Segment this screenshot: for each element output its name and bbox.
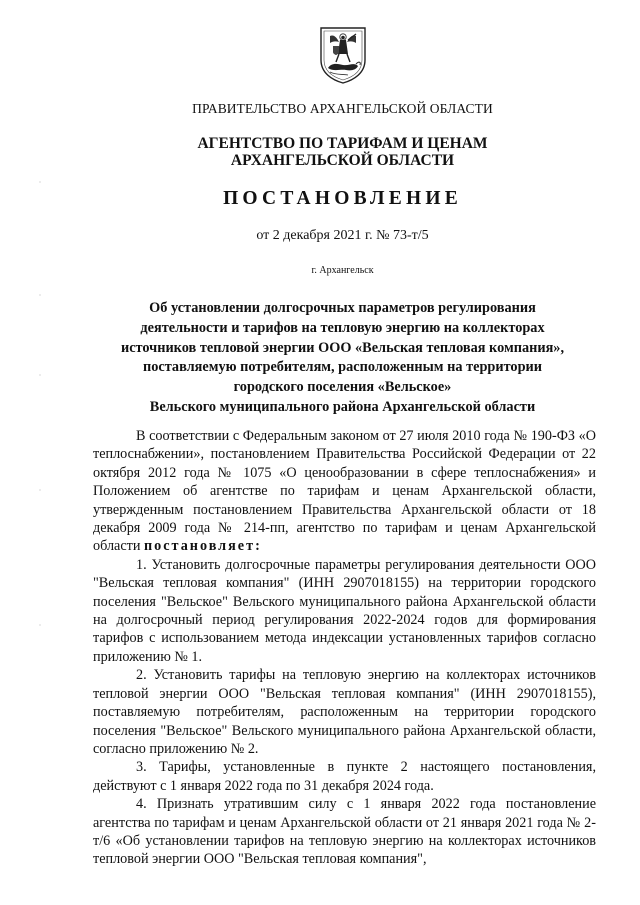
item-1-paragraph: 1. Установить долгосрочные параметры регулирования деятельности ООО "Вельская тепловая компания" (ИНН 2907018155) на территории городского поселения "Вельское" Вельского муниципального района Архангельской области на долгосрочный период регулирования 2022-2024 годов для формирования тарифов с использованием метода индексации установленных тарифов согласно приложению № 1. — [93, 556, 596, 665]
item-2-paragraph: 2. Установить тарифы на тепловую энергию на коллекторах источников тепловой энергии ООО "Вельская тепловая компания" (ИНН 2907018155), поставляемую потребителям, расположенным на территории городского поселения "Вельское" Вельского муниципального района Архангельской области, согласно приложению № 2. — [93, 667, 596, 757]
item-3-paragraph: 3. Тарифы, установленные в пункте 2 настоящего постановления, действуют с 1 января 2022 года по 31 декабря 2024 года. — [93, 759, 596, 794]
government-name: ПРАВИТЕЛЬСТВО АРХАНГЕЛЬСКОЙ ОБЛАСТИ — [192, 101, 493, 116]
document-title — [95, 299, 590, 418]
title-line: источников тепловой энергии ООО «Вельская тепловая компания», — [120, 339, 565, 356]
document-type: ПОСТАНОВЛЕНИЕ — [223, 188, 462, 209]
title-line: Вельского муниципального района Архангельской области — [149, 398, 536, 415]
agency-name-line2: АРХАНГЕЛЬСКОЙ ОБЛАСТИ — [230, 152, 455, 169]
title-line: Об установлении долгосрочных параметров регулирования — [149, 300, 536, 316]
title-line: поставляемую потребителям, расположенным на территории — [143, 359, 542, 376]
title-line: деятельности и тарифов на тепловую энергию на коллекторах — [140, 319, 545, 336]
preamble-text: В соответствии с Федеральным законом от 27 июля 2010 года № 190-ФЗ «О теплоснабжении», постановлением Правительства Российской Федерации от 22 октября 2012 года № 1075 «О ценообразовании в сфере теплоснабжения» и Положением об агентстве по тарифам и ценам Архангельской области, утвержденным постановлением Правительства Архангельской области от 18 декабря 2009 года № 214-пп, агентство по тарифам и ценам Архангельской области — [93, 428, 596, 555]
document-body — [93, 427, 596, 869]
preamble-paragraph — [93, 427, 596, 556]
title-line: городского поселения «Вельское» — [233, 379, 452, 396]
resolves-word: постановляет — [143, 538, 256, 555]
document-city: г. Архангельск — [311, 265, 374, 276]
scan-margin-marks — [37, 180, 43, 630]
agency-name — [90, 135, 595, 169]
agency-name-line1: АГЕНТСТВО ПО ТАРИФАМ И ЦЕНАМ — [197, 135, 488, 152]
resolves-colon: : — [255, 538, 260, 555]
item-4-paragraph: 4. Признать утратившим силу с 1 января 2022 года постановление агентства по тарифам и ценам Архангельской области от 21 января 2021 года № 2-т/6 «Об установлении тарифов на тепловую энергию на коллекторах источников тепловой энергии ООО "Вельская тепловая компания", — [93, 796, 596, 868]
coat-of-arms-emblem — [318, 24, 368, 84]
document-date-number: от 2 декабря 2021 г. № 73-т/5 — [256, 228, 429, 243]
